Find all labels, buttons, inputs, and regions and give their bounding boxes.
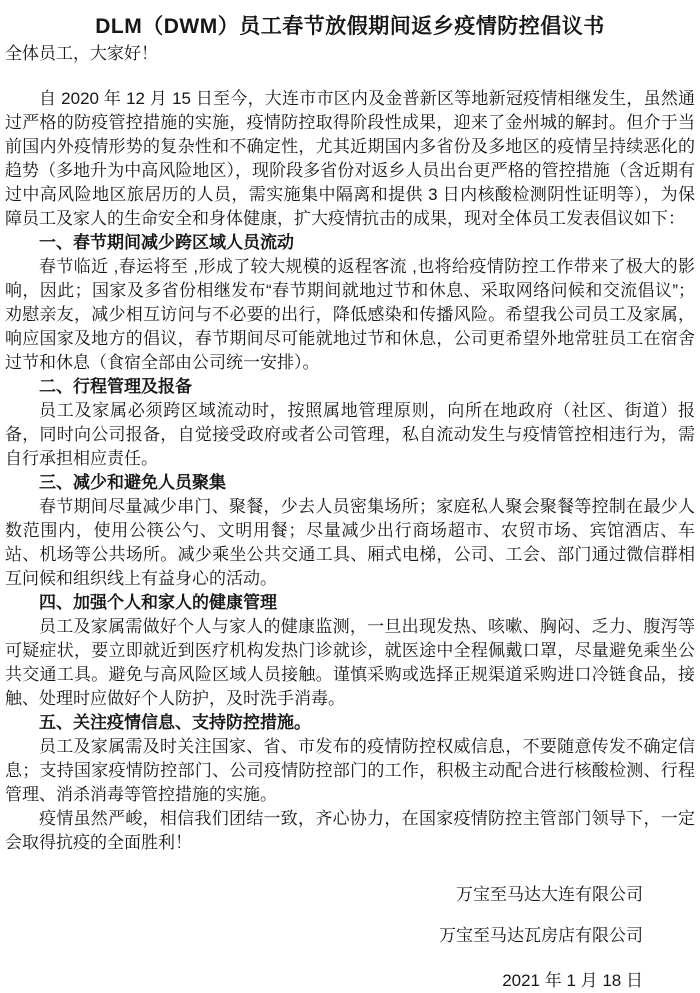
section-4-body: 员工及家属需做好个人与家人的健康监测，一旦出现发热、咳嗽、胸闷、乏力、腹泻等可疑症状，要立即就近到医疗机构发热门诊就诊，就医途中全程佩戴口罩，尽量避免乘坐公共交通工具。避免与高风险区域人员接触。谨慎采购或选择正规渠道采购进口冷链食品，接触、处理时应做好个人防护，及时洗手消毒。 [5,617,695,708]
section-1-heading: 一、春节期间减少跨区域人员流动 [39,233,294,252]
section-3-heading: 三、减少和避免人员聚集 [39,473,226,492]
page-title: DLM（DWM）员工春节放假期间返乡疫情防控倡议书 [95,15,605,38]
section-1-body: 春节临近 ,春运将至 ,形成了较大规模的返程客流 ,也将给疫情防控工作带来了极大的影响，因此；国家及多省份相继发布“春节期间就地过节和休息、采取网络问候和交流倡议”；劝慰亲友，减少相互访问与不必要的出行，降低感染和传播风险。希望我公司员工及家属，响应国家及地方的倡议，春节期间尽可能就地过节和休息，公司更希望外地常驻员工在宿舍过节和休息（食宿全部由公司统一安排）。 [5,257,695,372]
section-4-heading: 四、加强个人和家人的健康管理 [39,593,277,612]
closing-paragraph: 疫情虽然严峻，相信我们团结一致，齐心协力，在国家疫情防控主管部门领导下，一定会取得抗疫的全面胜利！ [5,809,695,852]
section-5-body: 员工及家属需及时关注国家、省、市发布的疫情防控权威信息，不要随意传发不确定信息；支持国家疫情防控部门、公司疫情防控部门的工作，积极主动配合进行核酸检测、行程管理、消杀消毒等管控措施的实施。 [5,737,695,804]
intro-paragraph: 自 2020 年 12 月 15 日至今，大连市市区内及金普新区等地新冠疫情相继发生，虽然通过严格的防疫管控措施的实施，疫情防控取得阶段性成果，迎来了金州城的解封。但介于当前国内外疫情形势的复杂性和不确定性，尤其近期国内多省份及多地区的疫情呈持续恶化的趋势（多地升为中高风险地区），现阶段多省份对返乡人员出台更严格的管控措施（含近期有过中高风险地区旅居历的人员，需实施集中隔离和提供 3 日内核酸检测阴性证明等），为保障员工及家人的生命安全和身体健康，扩大疫情抗击的成果，现对全体员工发表倡议如下： [5,89,695,228]
signature-company-1: 万宝至马达大连有限公司 [456,885,643,904]
date-line: 2021 年 1 月 18 日 [502,971,643,990]
signature-company-2: 万宝至马达瓦房店有限公司 [439,926,643,945]
section-2-heading: 二、行程管理及报备 [39,377,192,396]
greeting-line: 全体员工，大家好！ [5,44,158,63]
section-5-heading: 五、关注疫情信息、支持防控措施。 [39,713,311,732]
section-3-body: 春节期间尽量减少串门、聚餐，少去人员密集场所；家庭私人聚会聚餐等控制在最少人数范围内，使用公筷公勺、文明用餐；尽量减少出行商场超市、农贸市场、宾馆酒店、车站、机场等公共场所。减少乘坐公共交通工具、厢式电梯，公司、工会、部门通过微信群相互问候和组织线上有益身心的活动。 [5,497,695,588]
section-2-body: 员工及家属必须跨区域流动时，按照属地管理原则，向所在地政府（社区、街道）报备，同时向公司报备，自觉接受政府或者公司管理，私自流动发生与疫情管控相违行为，需自行承担相应责任。 [5,401,695,468]
